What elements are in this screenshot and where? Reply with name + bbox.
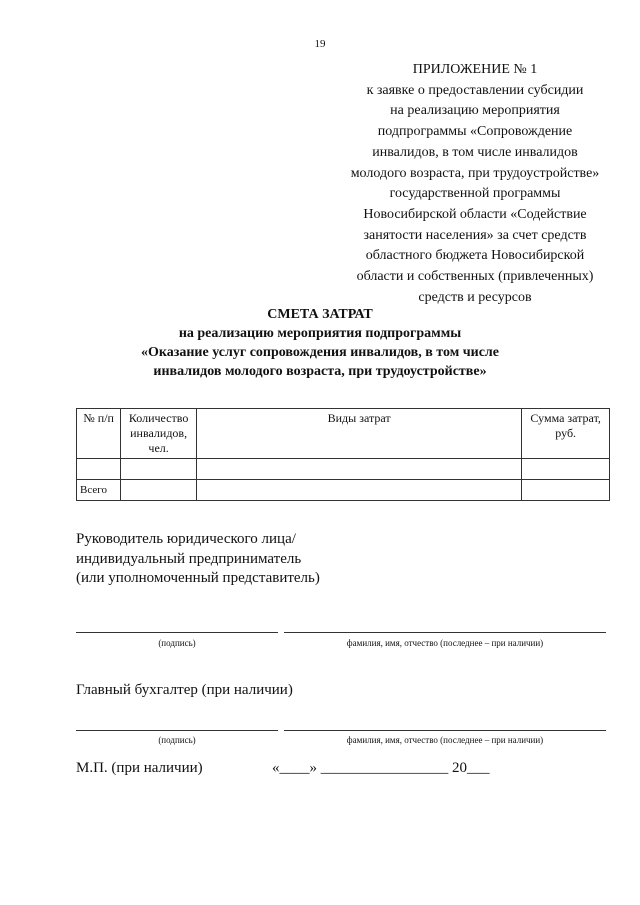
accountant-fio-line[interactable]	[284, 730, 606, 731]
table-row	[77, 459, 610, 480]
header-count: Количество инвалидов, чел.	[121, 409, 197, 459]
head-fio-caption: фамилия, имя, отчество (последнее – при наличии)	[346, 638, 544, 648]
head-line: Руководитель юридического лица/	[76, 531, 296, 547]
estimate-subtitle: инвалидов молодого возраста, при трудоустройстве»	[153, 364, 487, 379]
appendix-line: на реализацию мероприятия	[390, 103, 560, 119]
head-signature-line[interactable]	[76, 632, 278, 633]
total-row	[77, 480, 610, 501]
accountant-signature-caption: (подпись)	[158, 735, 196, 745]
stamp-label: М.П. (при наличии)	[76, 760, 203, 776]
total-label: Всего	[77, 480, 121, 501]
header-num: № п/п	[77, 409, 121, 459]
accountant-label: Главный бухгалтер (при наличии)	[76, 682, 293, 698]
date-field[interactable]: «____» _________________ 20___	[272, 760, 490, 776]
header-kinds: Виды затрат	[196, 409, 521, 459]
estimate-subtitle: «Оказание услуг сопровождения инвалидов, в том числе	[141, 345, 499, 360]
estimate-heading	[60, 305, 580, 381]
table-cell[interactable]	[77, 459, 121, 480]
table-cell[interactable]	[196, 459, 521, 480]
accountant-fio-caption: фамилия, имя, отчество (последнее – при наличии)	[346, 735, 544, 745]
head-fio-line[interactable]	[284, 632, 606, 633]
estimate-subtitle: на реализацию мероприятия подпрограммы	[178, 326, 462, 341]
table-cell[interactable]	[121, 480, 197, 501]
appendix-line: Новосибирской области «Содействие	[363, 206, 587, 222]
cost-table	[76, 408, 610, 501]
header-sum: Сумма затрат, руб.	[522, 409, 610, 459]
appendix-line: области и собственных (привлеченных)	[356, 269, 594, 285]
table-cell[interactable]	[196, 480, 521, 501]
appendix-line: к заявке о предоставлении субсидии	[366, 82, 584, 98]
appendix-line: инвалидов, в том числе инвалидов	[372, 144, 578, 160]
appendix-line: подпрограммы «Сопровождение	[377, 124, 573, 140]
table-cell[interactable]	[121, 459, 197, 480]
page-number: 19	[314, 38, 326, 50]
head-line: (или уполномоченный представитель)	[76, 570, 320, 586]
table-cell[interactable]	[522, 480, 610, 501]
head-signatory	[76, 530, 476, 589]
table-cell[interactable]	[522, 459, 610, 480]
appendix-title: ПРИЛОЖЕНИЕ № 1	[412, 62, 538, 77]
appendix-line: занятости населения» за счет средств	[363, 227, 587, 243]
head-signature-caption: (подпись)	[158, 638, 196, 648]
table-header-row	[77, 409, 610, 459]
appendix-block	[325, 60, 625, 308]
accountant-signature-line[interactable]	[76, 730, 278, 731]
appendix-line: областного бюджета Новосибирской	[365, 248, 585, 264]
estimate-title: СМЕТА ЗАТРАТ	[267, 307, 373, 322]
appendix-line: государственной программы	[389, 186, 561, 202]
appendix-line: молодого возраста, при трудоустройстве»	[350, 165, 600, 181]
appendix-line: средств и ресурсов	[418, 289, 532, 305]
head-line: индивидуальный предприниматель	[76, 550, 302, 567]
